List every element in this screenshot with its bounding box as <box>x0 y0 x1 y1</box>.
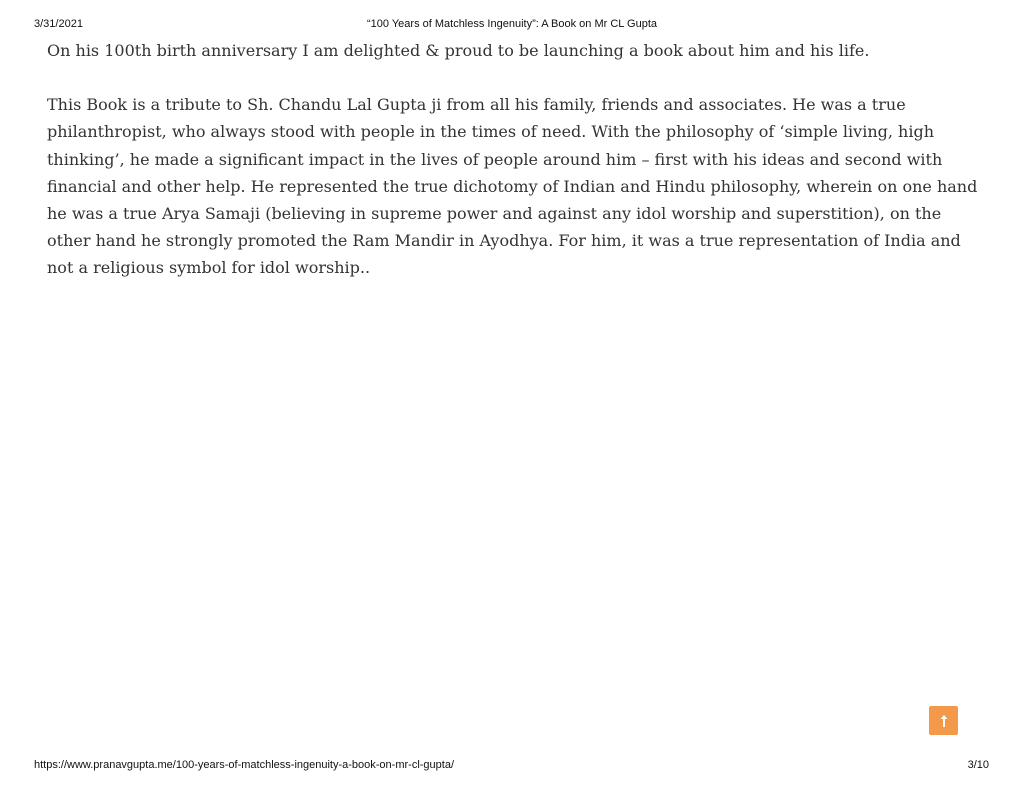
print-header <box>0 18 1024 32</box>
arrow-up-icon <box>939 714 949 728</box>
article-paragraph: On his 100th birth anniversary I am delighted & proud to be launching a book about him and his life. <box>47 41 870 60</box>
print-date: 3/31/2021 <box>34 18 83 30</box>
back-to-top-button[interactable] <box>929 706 958 735</box>
print-page-title: “100 Years of Matchless Ingenuity”: A Book on Mr CL Gupta <box>366 18 658 30</box>
page-number: 3/10 <box>967 759 989 771</box>
article-paragraph: This Book is a tribute to Sh. Chandu Lal Gupta ji from all his family, friends and associates. He was a true philanthropist, who always stood with people in the times of need. With the philosophy of ‘simple living, high thinking’, he made a significant impact in the lives of people around him – first with his ideas and second with financial and other help. He represented the true dichotomy of Indian and Hindu philosophy, wherein on one hand he was a true Arya Samaji (believing in supreme power and against any idol worship and superstition), on the other hand he strongly promoted the Ram Mandir in Ayodhya. For him, it was a true representation of India and not a religious symbol for idol worship.. <box>47 95 978 278</box>
print-url: https://www.pranavgupta.me/100-years-of-matchless-ingenuity-a-book-on-mr-cl-gupta/ <box>34 759 455 771</box>
article-body <box>47 37 987 309</box>
print-footer <box>0 759 1024 773</box>
